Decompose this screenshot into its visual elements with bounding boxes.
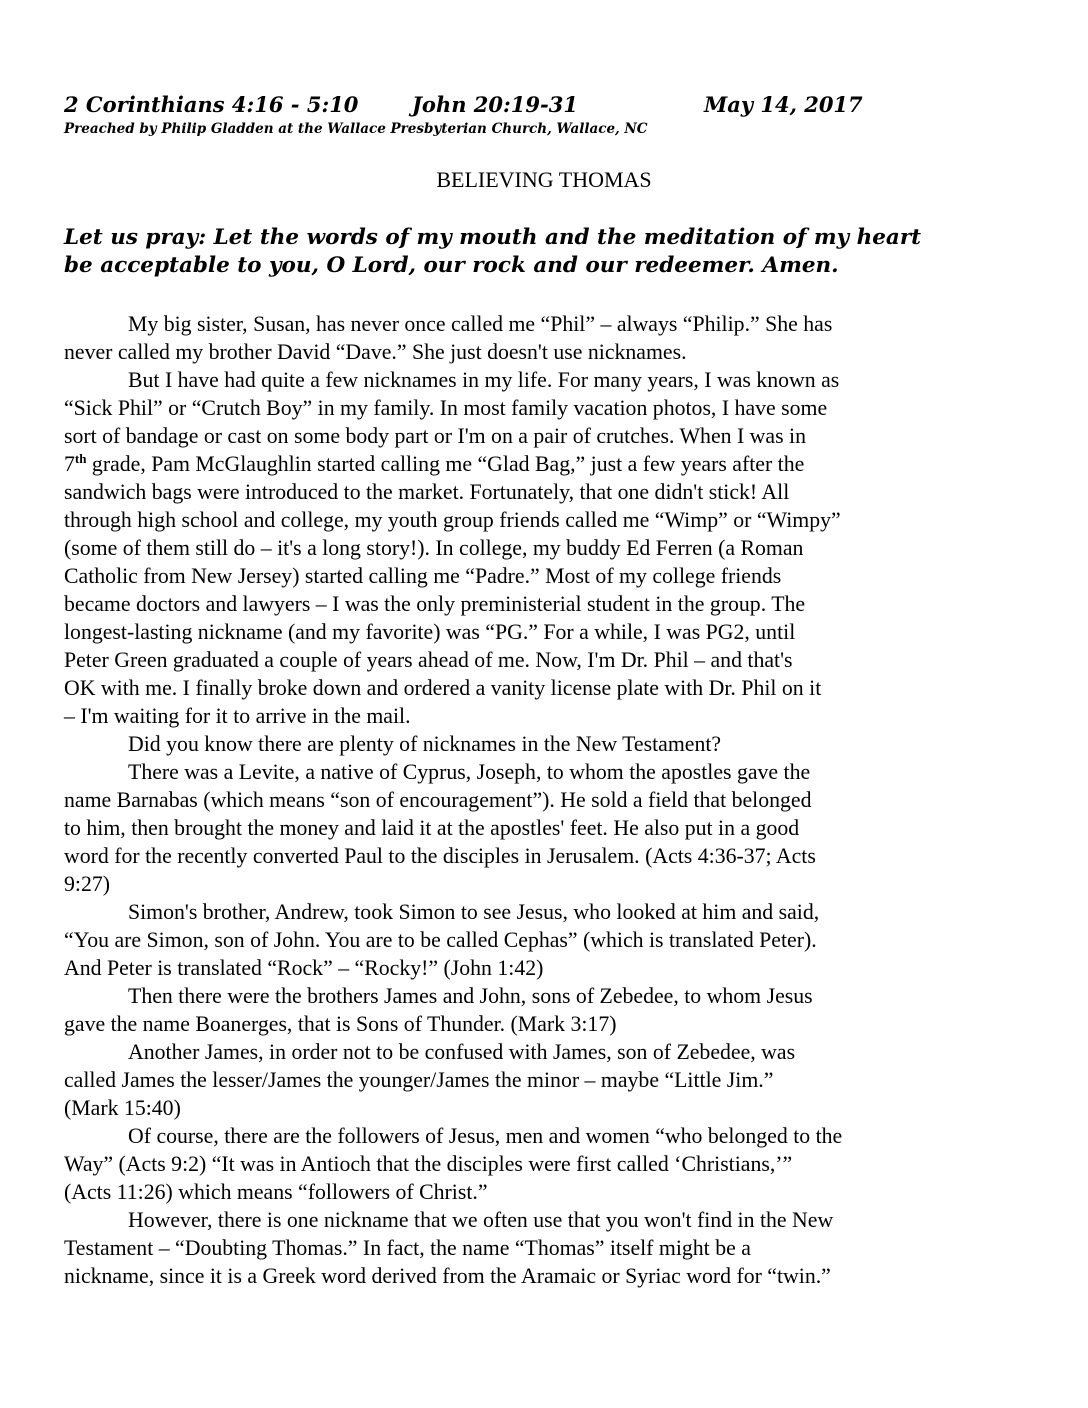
- text-line: Simon's brother, Andrew, took Simon to see Jesus, who looked at him and said,: [128, 900, 820, 924]
- grade-number: 7: [64, 452, 75, 476]
- text-line: – I'm waiting for it to arrive in the mail.: [64, 704, 411, 728]
- text-line: Catholic from New Jersey) started calling me “Padre.” Most of my college friends: [64, 564, 782, 588]
- text-line: sandwich bags were introduced to the market. Fortunately, that one didn't stick! All: [64, 480, 790, 504]
- text-line: nickname, since it is a Greek word derived from the Aramaic or Syriac word for “twin.”: [64, 1264, 831, 1288]
- text-line: “Sick Phil” or “Crutch Boy” in my family. In most family vacation photos, I have some: [64, 396, 828, 420]
- prayer-line: Let us pray: Let the words of my mouth and the meditation of my heart: [64, 225, 922, 250]
- text-line: Did you know there are plenty of nicknames in the New Testament?: [128, 732, 722, 756]
- text-line: (some of them still do – it's a long story!). In college, my buddy Ed Ferren (a Roman: [64, 536, 804, 560]
- sermon-date: May 14, 2017: [704, 92, 863, 117]
- text-line: longest-lasting nickname (and my favorite) was “PG.” For a while, I was PG2, until: [64, 620, 796, 644]
- scripture-reference-1: 2 Corinthians 4:16 - 5:10: [64, 92, 359, 117]
- prayer-line: be acceptable to you, O Lord, our rock and our redeemer. Amen.: [64, 253, 839, 278]
- text-line: called James the lesser/James the younger/James the minor – maybe “Little Jim.”: [64, 1068, 774, 1092]
- text-line: never called my brother David “Dave.” She just doesn't use nicknames.: [64, 340, 687, 364]
- text-line: OK with me. I finally broke down and ordered a vanity license plate with Dr. Phil on it: [64, 676, 822, 700]
- text-line: Peter Green graduated a couple of years ahead of me. Now, I'm Dr. Phil – and that's: [64, 648, 793, 672]
- ordinal-suffix: th: [74, 451, 87, 466]
- text-line: 9:27): [64, 872, 111, 896]
- sermon-body: [64, 310, 1024, 1290]
- paragraph: [64, 366, 1024, 730]
- paragraph: [64, 310, 1024, 366]
- text-line: However, there is one nickname that we often use that you won't find in the New: [128, 1208, 834, 1232]
- paragraph: [64, 758, 1024, 898]
- text-line: through high school and college, my youth group friends called me “Wimp” or “Wimpy”: [64, 508, 841, 532]
- text-line: became doctors and lawyers – I was the only preministerial student in the group. The: [64, 592, 806, 616]
- text-line: name Barnabas (which means “son of encouragement”). He sold a field that belonged: [64, 788, 812, 812]
- opening-prayer: [64, 224, 1009, 280]
- paragraph: [64, 1122, 1024, 1206]
- text-line: (Mark 15:40): [64, 1096, 181, 1120]
- scripture-header: [64, 92, 863, 118]
- text-line: Then there were the brothers James and John, sons of Zebedee, to whom Jesus: [128, 984, 813, 1008]
- scripture-reference-2: John 20:19-31: [412, 92, 578, 117]
- text-line: gave the name Boanerges, that is Sons of Thunder. (Mark 3:17): [64, 1012, 617, 1036]
- paragraph: [64, 730, 1024, 758]
- text-line: And Peter is translated “Rock” – “Rocky!” (John 1:42): [64, 956, 544, 980]
- byline: Preached by Philip Gladden at the Wallace Presbyterian Church, Wallace, NC: [64, 121, 648, 137]
- text-line: “You are Simon, son of John. You are to be called Cephas” (which is translated Peter).: [64, 928, 817, 952]
- text-line-rest: grade, Pam McGlaughlin started calling me “Glad Bag,” just a few years after the: [86, 452, 805, 476]
- paragraph: [64, 898, 1024, 982]
- text-line: Another James, in order not to be confused with James, son of Zebedee, was: [128, 1040, 796, 1064]
- text-line: to him, then brought the money and laid it at the apostles' feet. He also put in a good: [64, 816, 800, 840]
- text-line: Way” (Acts 9:2) “It was in Antioch that the disciples were first called ‘Christians,’”: [64, 1152, 793, 1176]
- paragraph: [64, 1038, 1024, 1122]
- text-line: There was a Levite, a native of Cyprus, Joseph, to whom the apostles gave the: [128, 760, 811, 784]
- text-line: My big sister, Susan, has never once called me “Phil” – always “Philip.” She has: [128, 312, 833, 336]
- text-line: Of course, there are the followers of Jesus, men and women “who belonged to the: [128, 1124, 843, 1148]
- sermon-title: BELIEVING THOMAS: [436, 167, 652, 192]
- text-line: sort of bandage or cast on some body part or I'm on a pair of crutches. When I was in: [64, 424, 806, 448]
- text-line: Testament – “Doubting Thomas.” In fact, the name “Thomas” itself might be a: [64, 1236, 751, 1260]
- text-line: [64, 450, 1024, 478]
- text-line: But I have had quite a few nicknames in my life. For many years, I was known as: [128, 368, 840, 392]
- paragraph: [64, 1206, 1024, 1290]
- text-line: (Acts 11:26) which means “followers of Christ.”: [64, 1180, 488, 1204]
- text-line: word for the recently converted Paul to the disciples in Jerusalem. (Acts 4:36-37; Acts: [64, 844, 816, 868]
- paragraph: [64, 982, 1024, 1038]
